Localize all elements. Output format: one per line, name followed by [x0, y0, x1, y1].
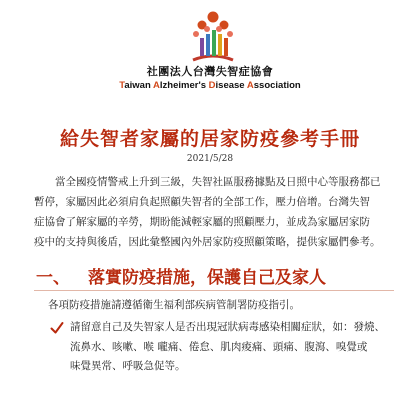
org-name-text: isease: [215, 80, 247, 91]
document-date: 2021/5/28: [186, 154, 234, 164]
section-divider: [34, 290, 394, 291]
section-heading: [36, 263, 326, 288]
org-name-initial: T: [119, 80, 125, 91]
intro-line: 症協會了解家屬的辛勞，期盼能減輕家屬的照顧壓力，並成為家屬居家防: [34, 216, 370, 228]
org-name-initial: A: [153, 80, 160, 91]
intro-paragraph: [34, 172, 396, 252]
section-subtitle: 各項防疫措施請遵循衛生福利部疾病管制署防疫指引。: [48, 299, 300, 311]
section-number: 一、: [36, 268, 70, 288]
org-name-text: lzheimer's: [159, 80, 209, 91]
org-name-text: aiwan: [124, 80, 154, 91]
section-heading-text: 落實防疫措施，保護自己及家人: [88, 268, 326, 288]
intro-line: 疫中的支持與後盾，因此彙整國內外居家防疫照顧策略，提供家屬們參考。: [34, 236, 381, 248]
org-name-initial: A: [246, 80, 254, 91]
bullet-line: 流鼻水、咳嗽、喉 嚨痛、倦怠、肌肉痠痛、頭痛、腹瀉、嗅覺或: [70, 340, 368, 353]
bullet-line: 請留意自己及失智家人是否出現冠狀病毒感染相關症狀，如：發燒、: [70, 321, 385, 333]
org-name-english: [0, 80, 420, 91]
association-logo-icon: [185, 8, 241, 64]
document-title: 給失智者家屬的居家防疫參考手冊: [59, 128, 360, 150]
intro-line: 暫停，家屬因此必須肩負起照顧失智者的全部工作，壓力倍增。台灣失智: [34, 196, 370, 208]
checkmark-icon: [50, 321, 64, 335]
bullet-item: [70, 318, 392, 377]
org-name-text: ssociation: [253, 80, 301, 91]
intro-line: 當全國疫情警戒上升到三級，失智社區服務據點及日照中心等服務都已: [34, 176, 381, 188]
org-name-chinese: 社團法人台灣失智症協會: [146, 65, 274, 78]
bullet-line: 味覺異常、呼吸急促等。: [70, 360, 186, 372]
org-name-initial: D: [208, 80, 216, 91]
